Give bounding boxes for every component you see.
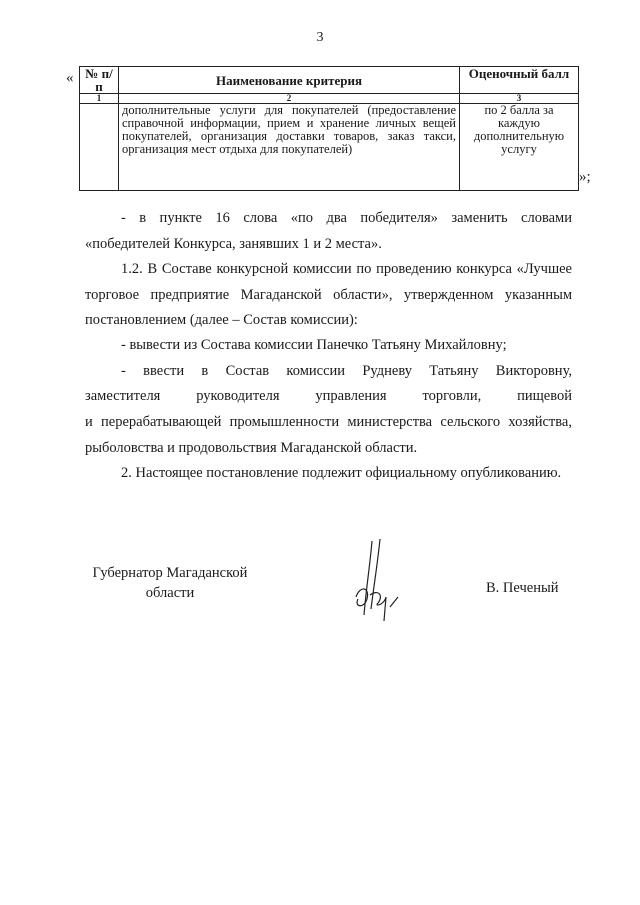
header-criterion: Наименование критерия	[119, 67, 460, 94]
row-number	[80, 104, 119, 191]
quote-close: »;	[579, 169, 591, 185]
handwritten-signature	[340, 535, 420, 625]
paragraph-p4c: и перерабатывающей промышленности министерства сельского хозяйства, рыболовства и продовольствия Магаданской области.	[85, 414, 572, 456]
table-index-row	[80, 94, 579, 104]
paragraph-p4a: - ввести в Состав комиссии Рудневу Татьяну Викторовну,	[121, 363, 572, 379]
signatory-title: Губернатор Магаданской области	[92, 565, 248, 601]
table-row	[80, 104, 579, 191]
index-1: 1	[80, 94, 119, 104]
page-number: 3	[316, 30, 324, 45]
paragraph-p4b: заместителя руководителя управления торговли, пищевой	[85, 388, 572, 404]
paragraph-p2: 1.2. В Составе конкурсной комиссии по проведению конкурса «Лучшее торговое предприятие Магаданской области», утвержденном указанным постановлением (далее – Состав комиссии):	[85, 261, 572, 328]
row-score: по 2 балла за каждую дополнительную услугу	[460, 104, 579, 191]
signatory-name: В. Печеный	[486, 580, 559, 596]
header-number: № п/п	[80, 67, 119, 94]
paragraph-p5: 2. Настоящее постановление подлежит официальному опубликованию.	[121, 465, 562, 481]
quote-open: «	[66, 70, 74, 86]
index-2: 2	[119, 94, 460, 104]
index-3: 3	[460, 94, 579, 104]
criteria-table	[79, 66, 579, 191]
row-criterion: дополнительные услуги для покупателей (предоставление справочной информации, прием и хранение личных вещей покупателей, организация доставки товаров, заказ такси, организация мест отдыха для покупателей)	[119, 104, 460, 191]
table-header-row	[80, 67, 579, 94]
header-score: Оценочный балл	[460, 67, 579, 94]
paragraph-p1: - в пункте 16 слова «по два победителя» заменить словами «победителей Конкурса, занявших 1 и 2 места».	[85, 210, 572, 252]
paragraph-p3: - вывести из Состава комиссии Панечко Татьяну Михайловну;	[121, 337, 507, 353]
